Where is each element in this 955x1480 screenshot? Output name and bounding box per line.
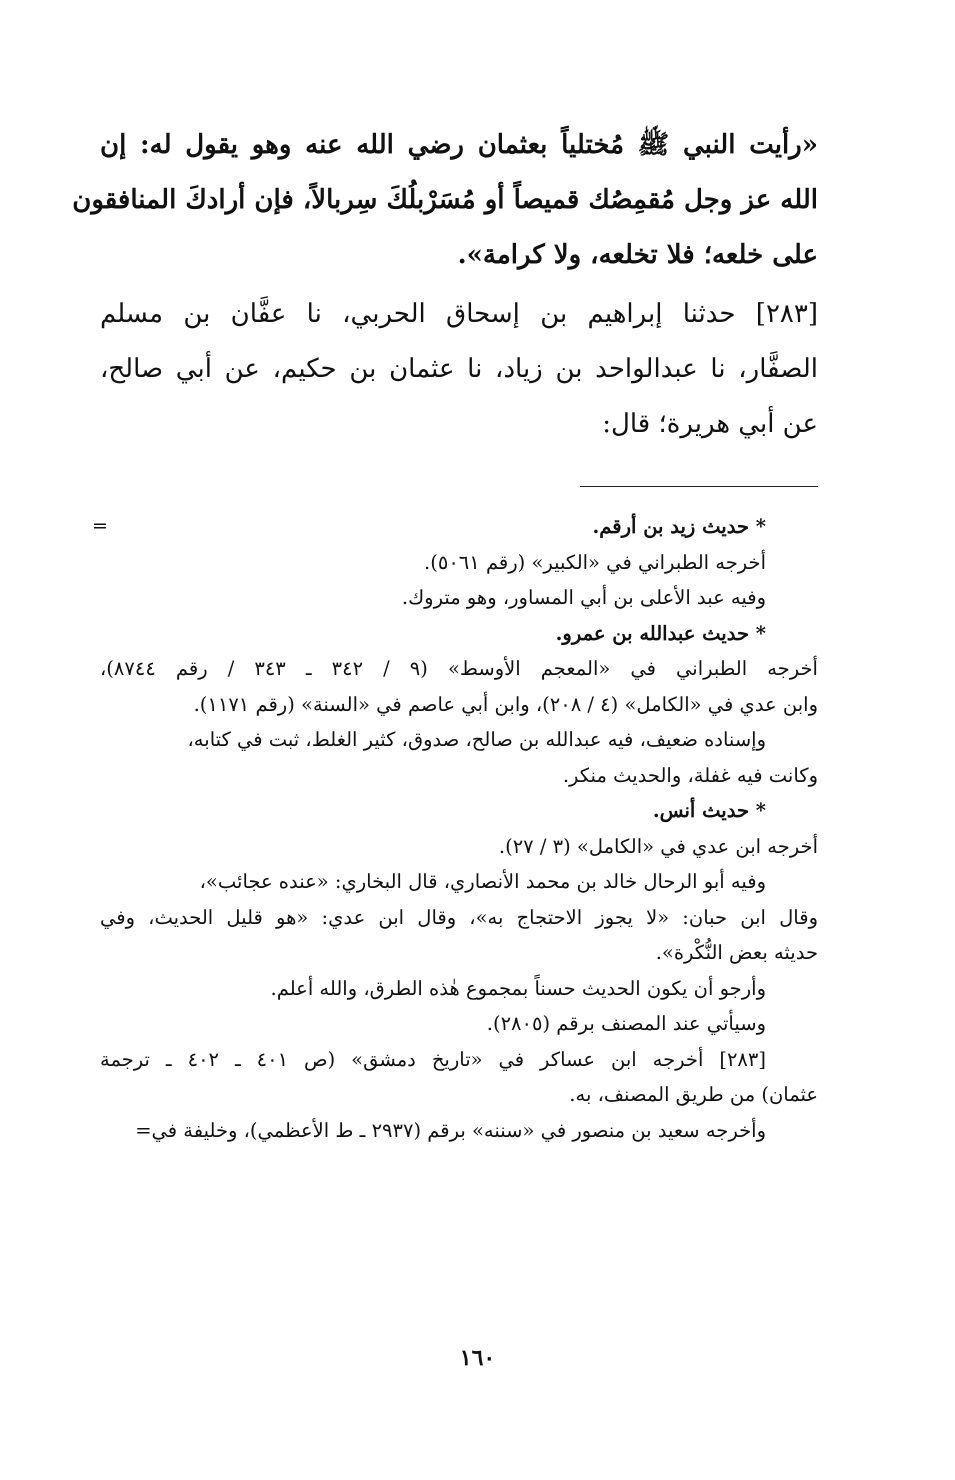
- footnote-line: وسيأتي عند المصنف برقم (٢٨٠٥).: [486, 1012, 766, 1035]
- continuation-mark: =: [92, 515, 108, 537]
- footnote-line: وأرجو أن يكون الحديث حسناً بمجموع هٰذه الطرق، والله أعلم.: [270, 976, 766, 1000]
- quote-line: الله عز وجل مُقمِصُك قميصاً أو مُسَرْبلُكَ سِربالاً، فإن أرادكَ المنافقون: [72, 185, 818, 215]
- hadith-line: الصفَّار، نا عبدالواحد بن زياد، نا عثمان بن حكيم، عن أبي صالح،: [100, 354, 818, 384]
- footnotes: [92, 509, 818, 1148]
- hadith-quote: [72, 118, 818, 283]
- footnote-separator: [580, 486, 818, 487]
- hadith-paragraph: [100, 287, 818, 452]
- footnote-line: [٢٨٣] أخرجه ابن عساكر في «تاريخ دمشق» (ص ٤٠١ ـ ٤٠٢ ـ ترجمة: [100, 1047, 766, 1071]
- footnote-line: وأخرجه سعيد بن منصور في «سننه» برقم (٢٩٣٧ ـ ط الأعظمي)، وخليفة في=: [135, 1118, 766, 1142]
- footnote-line: أخرجه ابن عدي في «الكامل» (٣ / ٢٧).: [498, 834, 818, 858]
- footnote-heading: * حديث أنس.: [652, 799, 766, 822]
- footnote-heading: * حديث عبدالله بن عمرو.: [555, 621, 766, 645]
- footnote-line: وفيه أبو الرحال خالد بن محمد الأنصاري، قال البخاري: «عنده عجائب»،: [199, 870, 766, 893]
- main-text: [72, 118, 818, 452]
- footnote-line: حديثه بعض النُّكْرة».: [655, 941, 818, 964]
- footnote-line: وإسناده ضعيف، فيه عبدالله بن صالح، صدوق، كثير الغلط، ثبت في كتابه،: [187, 728, 766, 751]
- footnote-line: وكانت فيه غفلة، والحديث منكر.: [562, 763, 818, 787]
- quote-line: «رأيت النبي ﷺ مُختلياً بعثمان رضي الله عنه وهو يقول له: إن: [100, 130, 818, 160]
- page-content: [72, 118, 818, 1448]
- hadith-line: عن أبي هريرة؛ قال:: [602, 409, 818, 439]
- footnote-heading: * حديث زيد بن أرقم.: [592, 515, 766, 538]
- quote-line: على خلعه؛ فلا تخلعه، ولا كرامة».: [457, 240, 818, 270]
- footnote-line: وفيه عبد الأعلى بن أبي المساور، وهو متروك.: [401, 586, 766, 609]
- page-number: ١٦٠: [459, 1345, 496, 1371]
- footnote-line: وابن عدي في «الكامل» (٤ / ٢٠٨)، وابن أبي عاصم في «السنة» (رقم ١١٧١).: [193, 692, 818, 716]
- footnote-line: عثمان) من طريق المصنف، به.: [569, 1083, 818, 1106]
- hadith-line: [٢٨٣] حدثنا إبراهيم بن إسحاق الحربي، نا عفَّان بن مسلم: [100, 299, 818, 329]
- footnote-separator-wrap: [100, 452, 818, 509]
- footnote-line: وقال ابن حبان: «لا يجوز الاحتجاج به»، وقال ابن عدي: «هو قليل الحديث، وفي: [100, 905, 818, 929]
- footnote-line: أخرجه الطبراني في «المعجم الأوسط» (٩ / ٣٤٢ ـ ٣٤٣ / رقم ٨٧٤٤)،: [100, 657, 818, 680]
- footnote-line: أخرجه الطبراني في «الكبير» (رقم ٥٠٦١).: [424, 550, 766, 574]
